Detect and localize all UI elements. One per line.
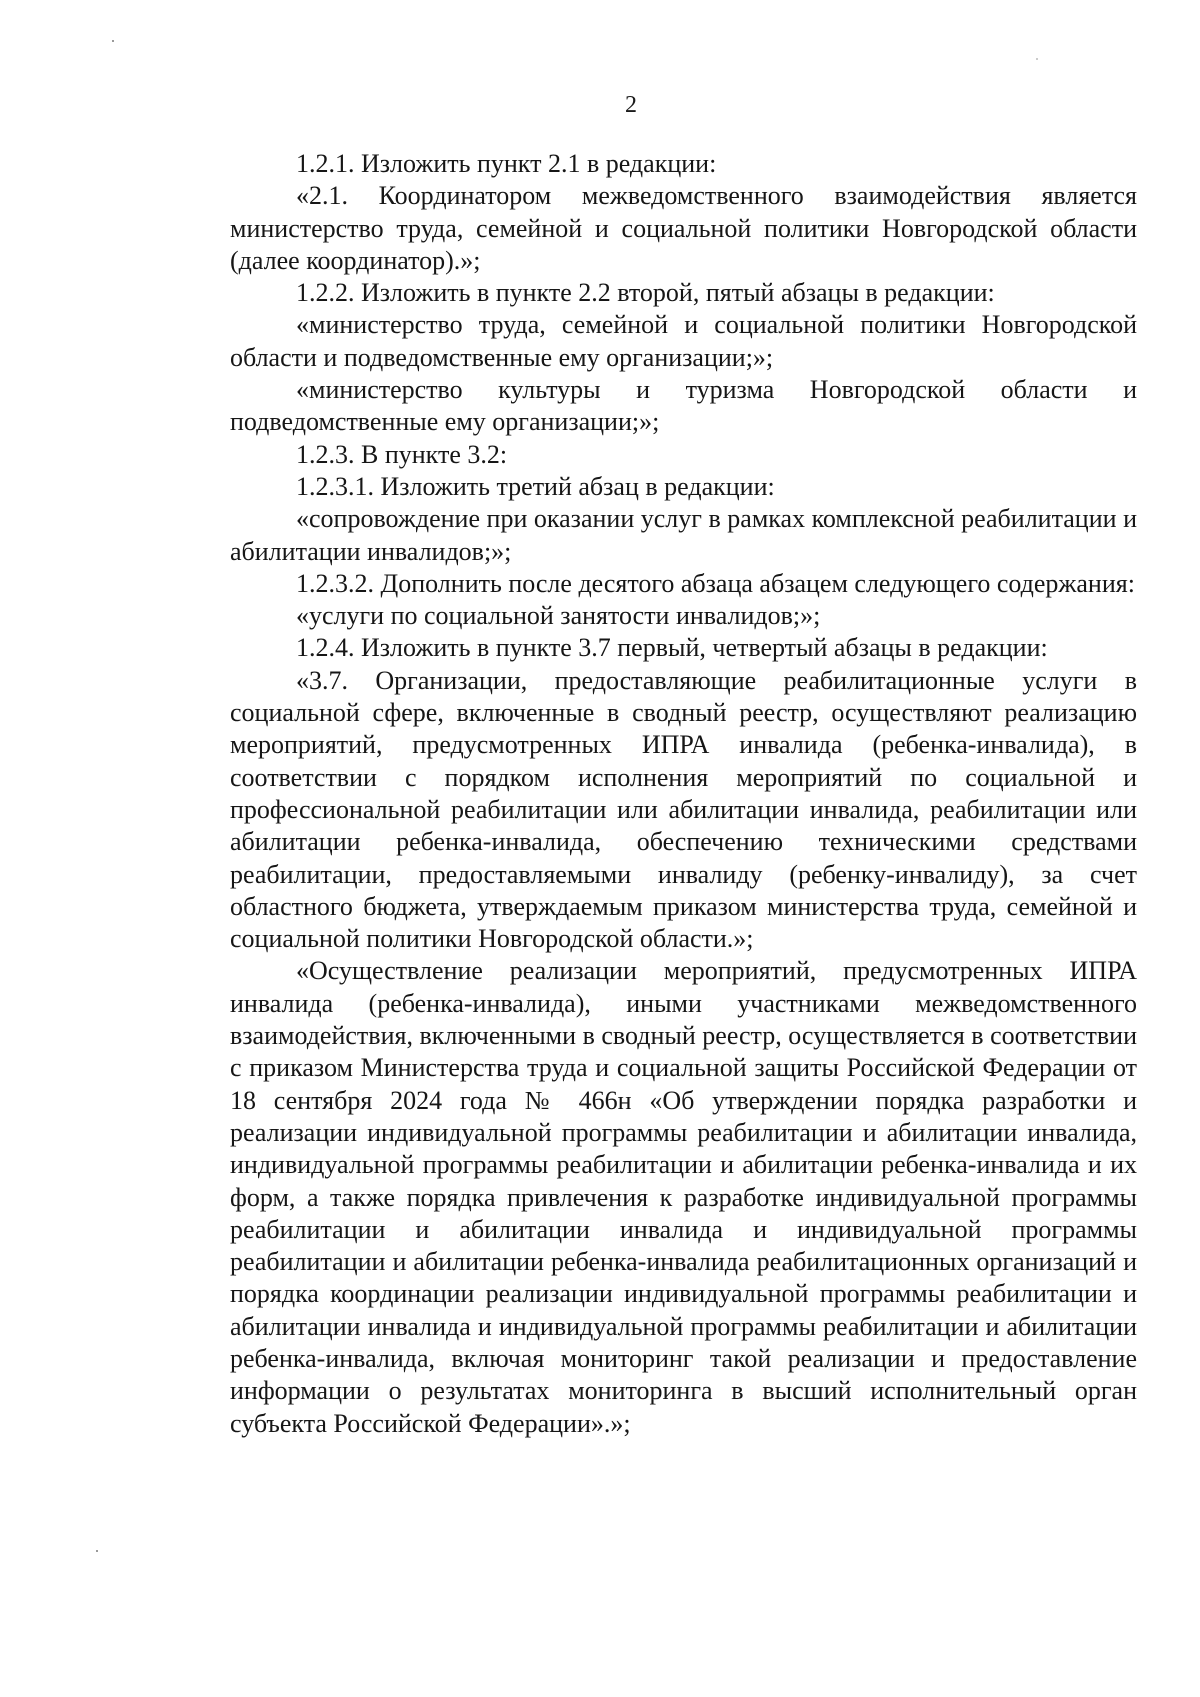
- paragraph: «Осуществление реализации мероприятий, предусмотренных ИПРА инвалида (ребенка-инвалида), иными участниками межведомственного взаимодействия, включенными в сводный реестр, осуществляется в соответствии с приказом Министерства труда и социальной защиты Российской Федерации от 18 сентября 2024 года № 466н «Об утверждении порядка разработки и реализации индивидуальной программы реабилитации и абилитации инвалида, индивидуальной программы реабилитации и абилитации ребенка-инвалида и их форм, а также порядка привлечения к разработке индивидуальной программы реабилитации и абилитации инвалида и индивидуальной программы реабилитации и абилитации ребенка-инвалида реабилитационных организаций и порядка координации реализации индивидуальной программы реабилитации и абилитации инвалида и индивидуальной программы реабилитации и абилитации ребенка-инвалида, включая мониторинг такой реализации и предоставление информации о результатах мониторинга в высший исполнительный орган субъекта Российской Федерации».»;: [230, 956, 1137, 1438]
- paragraph: «3.7. Организации, предоставляющие реабилитационные услуги в социальной сфере, включенные в сводный реестр, осуществляют реализацию мероприятий, предусмотренных ИПРА инвалида (ребенка-инвалида), в соответствии с порядком исполнения мероприятий по социальной и профессиональной реабилитации или абилитации инвалида, реабилитации или абилитации ребенка-инвалида, обеспечению техническими средствами реабилитации, предоставляемыми инвалиду (ребенку-инвалиду), за счет областного бюджета, утверждаемым приказом министерства труда, семейной и социальной политики Новгородской области.»;: [230, 665, 1137, 954]
- paragraph: 1.2.3.1. Изложить третий абзац в редакции:: [296, 471, 775, 501]
- scan-speck: [112, 40, 114, 42]
- paragraph: «услуги по социальной занятости инвалидов;»;: [296, 601, 821, 631]
- paragraph: «министерство труда, семейной и социальной политики Новгородской области и подведомственные ему организации;»;: [230, 310, 1137, 372]
- page-number: 2: [625, 92, 637, 118]
- paragraph: 1.2.2. Изложить в пункте 2.2 второй, пятый абзацы в редакции:: [296, 278, 995, 308]
- paragraph: 1.2.3. В пункте 3.2:: [296, 439, 508, 469]
- paragraph: «министерство культуры и туризма Новгородской области и подведомственные ему организации;»;: [230, 375, 1137, 437]
- scan-speck: [96, 1550, 98, 1552]
- scan-speck: [1036, 58, 1038, 60]
- paragraph: 1.2.4. Изложить в пункте 3.7 первый, четвертый абзацы в редакции:: [296, 633, 1048, 663]
- document-body: [230, 148, 1137, 1440]
- paragraph: 1.2.3.2. Дополнить после десятого абзаца абзацем следующего содержания:: [296, 568, 1135, 598]
- paragraph: «сопровождение при оказании услуг в рамках комплексной реабилитации и абилитации инвалидов;»;: [230, 504, 1137, 566]
- paragraph: «2.1. Координатором межведомственного взаимодействия является министерство труда, семейной и социальной политики Новгородской области (далее координатор).»;: [230, 181, 1137, 275]
- paragraph: 1.2.1. Изложить пункт 2.1 в редакции:: [296, 149, 717, 178]
